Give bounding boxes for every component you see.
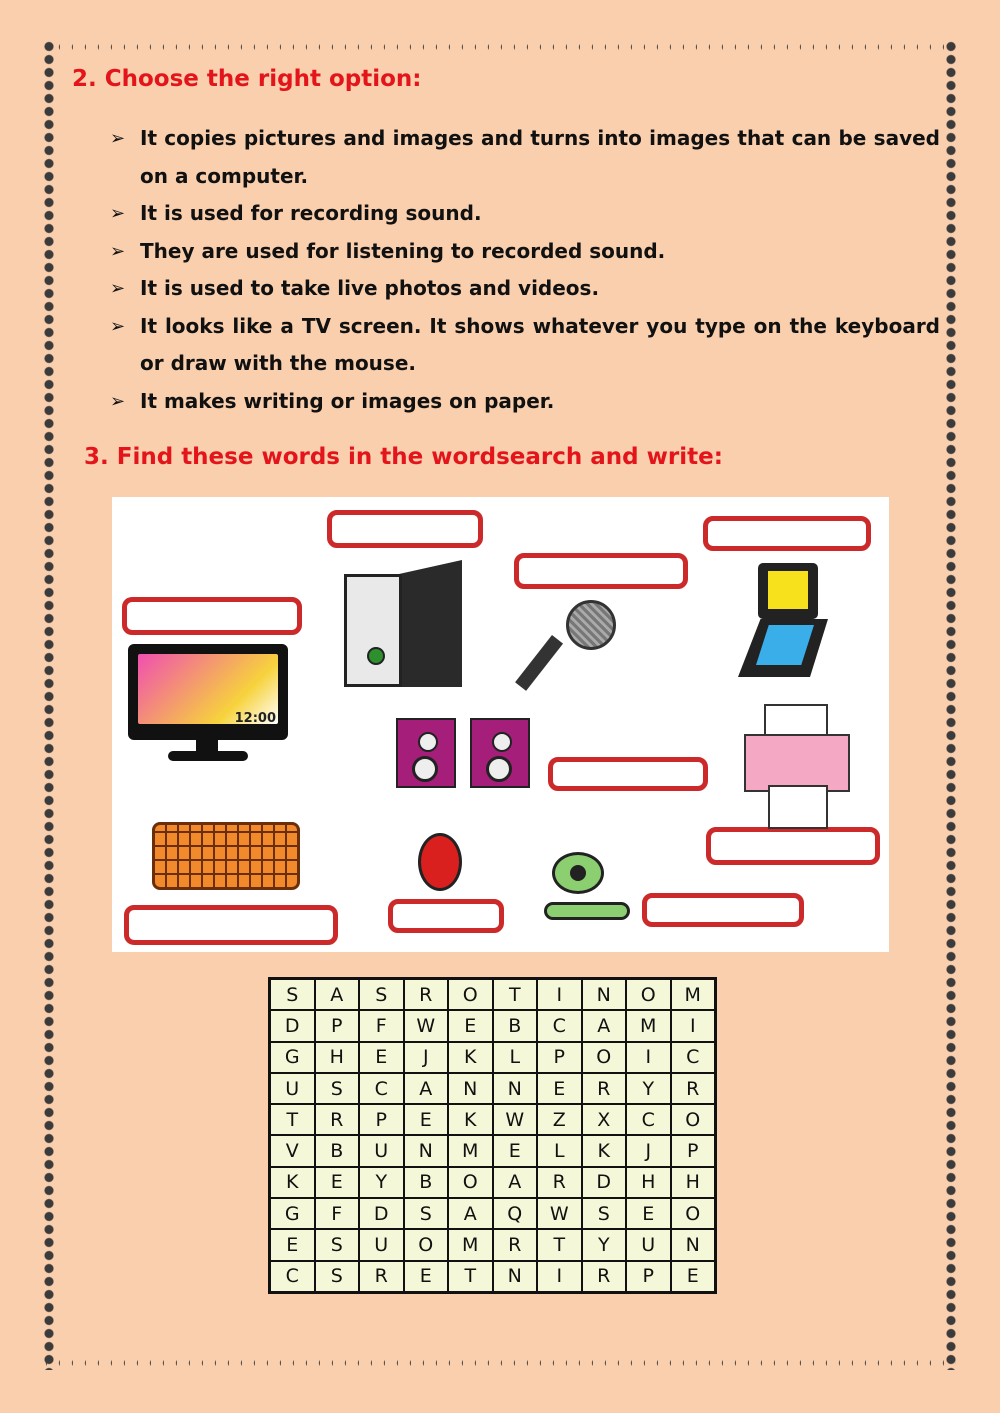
wordsearch-cell[interactable]: U xyxy=(359,1229,404,1260)
wordsearch-cell[interactable]: A xyxy=(493,1167,538,1198)
wordsearch-cell[interactable]: V xyxy=(270,1135,315,1166)
wordsearch-cell[interactable]: A xyxy=(315,979,360,1011)
wordsearch-cell[interactable]: J xyxy=(404,1042,449,1073)
laptop-keyboard-icon xyxy=(738,619,828,677)
decorative-border-bottom xyxy=(44,1356,956,1370)
wordsearch-row xyxy=(270,1104,716,1135)
wordsearch-cell[interactable]: N xyxy=(671,1229,716,1260)
wordsearch-cell[interactable]: S xyxy=(582,1198,627,1229)
decorative-border-top xyxy=(44,40,956,54)
decorative-border-right xyxy=(944,40,958,1370)
wordsearch-cell[interactable]: O xyxy=(448,1167,493,1198)
wordsearch-cell[interactable]: K xyxy=(448,1104,493,1135)
wordsearch-cell[interactable]: R xyxy=(582,1073,627,1104)
wordsearch-cell[interactable]: B xyxy=(404,1167,449,1198)
wordsearch-cell[interactable]: T xyxy=(493,979,538,1011)
wordsearch-cell[interactable]: B xyxy=(493,1010,538,1041)
mouse-icon xyxy=(418,833,462,891)
wordsearch-cell[interactable]: E xyxy=(270,1229,315,1260)
wordsearch-cell[interactable]: C xyxy=(537,1010,582,1041)
cpu-tower-icon xyxy=(344,560,462,687)
wordsearch-cell[interactable]: R xyxy=(359,1261,404,1293)
wordsearch-cell[interactable]: O xyxy=(626,979,671,1011)
wordsearch-cell[interactable]: U xyxy=(359,1135,404,1166)
wordsearch-grid xyxy=(268,977,717,1294)
speaker-left-icon xyxy=(396,718,456,788)
wordsearch-cell[interactable]: R xyxy=(315,1104,360,1135)
answer-box-webcam[interactable] xyxy=(642,893,804,927)
wordsearch-row xyxy=(270,1229,716,1260)
arrow-bullet-icon: ➢ xyxy=(110,390,126,412)
printer-output-icon xyxy=(768,785,828,829)
wordsearch-cell[interactable]: M xyxy=(448,1229,493,1260)
wordsearch-cell[interactable]: O xyxy=(582,1042,627,1073)
wordsearch-cell[interactable]: W xyxy=(493,1104,538,1135)
wordsearch-cell[interactable]: H xyxy=(315,1042,360,1073)
arrow-bullet-icon: ➢ xyxy=(110,203,126,224)
wordsearch-cell[interactable]: H xyxy=(626,1167,671,1198)
wordsearch-cell[interactable]: E xyxy=(671,1261,716,1293)
wordsearch-cell[interactable]: D xyxy=(270,1010,315,1041)
wordsearch-cell[interactable]: S xyxy=(359,979,404,1011)
option-item xyxy=(110,120,940,195)
option-item xyxy=(110,308,940,383)
wordsearch-cell[interactable]: M xyxy=(448,1135,493,1166)
webcam-icon xyxy=(552,852,604,894)
wordsearch-cell[interactable]: G xyxy=(270,1042,315,1073)
wordsearch-cell[interactable]: T xyxy=(537,1229,582,1260)
options-list xyxy=(110,120,940,420)
wordsearch-row xyxy=(270,1010,716,1041)
wordsearch-cell[interactable]: C xyxy=(626,1104,671,1135)
wordsearch-row xyxy=(270,1135,716,1166)
wordsearch-cell[interactable]: N xyxy=(404,1135,449,1166)
printer-paper-tray-icon xyxy=(764,704,828,736)
wordsearch-row xyxy=(270,979,716,1011)
keyboard-icon xyxy=(152,822,300,890)
wordsearch-cell[interactable]: X xyxy=(582,1104,627,1135)
wordsearch-cell[interactable]: R xyxy=(671,1073,716,1104)
option-text: It makes writing or images on paper. xyxy=(140,388,555,413)
wordsearch-cell[interactable]: I xyxy=(537,1261,582,1293)
wordsearch-cell[interactable]: N xyxy=(493,1073,538,1104)
answer-box-mouse[interactable] xyxy=(388,899,504,933)
wordsearch-cell[interactable]: P xyxy=(671,1135,716,1166)
wordsearch-cell[interactable]: S xyxy=(315,1073,360,1104)
wordsearch-cell[interactable]: K xyxy=(270,1167,315,1198)
wordsearch-cell[interactable]: T xyxy=(270,1104,315,1135)
wordsearch-cell[interactable]: O xyxy=(448,979,493,1011)
wordsearch-cell[interactable]: O xyxy=(671,1198,716,1229)
wordsearch-cell[interactable]: M xyxy=(671,979,716,1011)
laptop-icon xyxy=(758,563,818,619)
wordsearch-cell[interactable]: Z xyxy=(537,1104,582,1135)
wordsearch-cell[interactable]: C xyxy=(671,1042,716,1073)
microphone-icon xyxy=(566,600,616,650)
wordsearch-cell[interactable]: E xyxy=(315,1167,360,1198)
wordsearch-cell[interactable]: A xyxy=(404,1073,449,1104)
option-item xyxy=(110,195,940,233)
answer-box-cpu[interactable] xyxy=(327,510,483,548)
wordsearch-cell[interactable]: L xyxy=(493,1042,538,1073)
answer-box-keyboard[interactable] xyxy=(124,905,338,945)
section-3-heading: 3. Find these words in the wordsearch and write: xyxy=(84,444,723,470)
answer-box-microphone[interactable] xyxy=(514,553,688,589)
wordsearch-cell[interactable]: R xyxy=(493,1229,538,1260)
option-item xyxy=(110,270,940,308)
wordsearch-cell[interactable]: R xyxy=(537,1167,582,1198)
wordsearch-cell[interactable]: Y xyxy=(359,1167,404,1198)
wordsearch-cell[interactable]: O xyxy=(671,1104,716,1135)
wordsearch-cell[interactable]: I xyxy=(626,1042,671,1073)
option-text: They are used for listening to recorded sound. xyxy=(140,238,666,263)
wordsearch-cell[interactable]: Y xyxy=(626,1073,671,1104)
answer-box-speakers[interactable] xyxy=(548,757,708,791)
answer-box-printer[interactable] xyxy=(706,827,880,865)
option-text: It looks like a TV screen. It shows whatever you type on the keyboard or draw with the mouse. xyxy=(140,313,940,375)
wordsearch-cell[interactable]: I xyxy=(537,979,582,1011)
wordsearch-cell[interactable]: J xyxy=(626,1135,671,1166)
wordsearch-cell[interactable]: E xyxy=(359,1042,404,1073)
wordsearch-cell[interactable]: S xyxy=(315,1261,360,1293)
wordsearch-cell[interactable]: Y xyxy=(582,1229,627,1260)
answer-box-laptop[interactable] xyxy=(703,516,871,551)
wordsearch-cell[interactable]: N xyxy=(448,1073,493,1104)
wordsearch-cell[interactable]: P xyxy=(315,1010,360,1041)
arrow-bullet-icon: ➢ xyxy=(110,278,126,299)
wordsearch-cell[interactable]: I xyxy=(671,1010,716,1041)
answer-box-monitor[interactable] xyxy=(122,597,302,635)
section-2-heading: 2. Choose the right option: xyxy=(72,66,422,92)
wordsearch-row xyxy=(270,1042,716,1073)
wordsearch-cell[interactable]: S xyxy=(270,979,315,1011)
wordsearch-cell[interactable]: D xyxy=(359,1198,404,1229)
decorative-border-left xyxy=(42,40,56,1370)
wordsearch-row xyxy=(270,1261,716,1293)
wordsearch-cell[interactable]: K xyxy=(582,1135,627,1166)
wordsearch-cell[interactable]: A xyxy=(448,1198,493,1229)
wordsearch-cell[interactable]: E xyxy=(493,1135,538,1166)
arrow-bullet-icon: ➢ xyxy=(110,240,126,262)
monitor-base-icon xyxy=(168,751,248,761)
speaker-right-icon xyxy=(470,718,530,788)
wordsearch-cell[interactable]: C xyxy=(359,1073,404,1104)
wordsearch-cell[interactable]: F xyxy=(359,1010,404,1041)
wordsearch-cell[interactable]: E xyxy=(537,1073,582,1104)
wordsearch-row xyxy=(270,1198,716,1229)
wordsearch-cell[interactable]: H xyxy=(671,1167,716,1198)
option-item xyxy=(110,383,940,421)
option-item xyxy=(110,233,940,271)
wordsearch-cell[interactable]: W xyxy=(537,1198,582,1229)
wordsearch-cell[interactable]: F xyxy=(315,1198,360,1229)
wordsearch-cell[interactable]: P xyxy=(537,1042,582,1073)
wordsearch-cell[interactable]: P xyxy=(626,1261,671,1293)
wordsearch-cell[interactable]: G xyxy=(270,1198,315,1229)
option-text: It is used for recording sound. xyxy=(140,201,482,225)
wordsearch-cell[interactable]: Q xyxy=(493,1198,538,1229)
option-text: It is used to take live photos and videos. xyxy=(140,276,600,300)
wordsearch-cell[interactable]: W xyxy=(404,1010,449,1041)
wordsearch-cell[interactable]: E xyxy=(448,1010,493,1041)
wordsearch-cell[interactable]: N xyxy=(493,1261,538,1293)
arrow-bullet-icon: ➢ xyxy=(110,128,126,149)
wordsearch-cell[interactable]: L xyxy=(537,1135,582,1166)
wordsearch-row xyxy=(270,1167,716,1198)
wordsearch-cell[interactable]: B xyxy=(315,1135,360,1166)
wordsearch-cell[interactable]: S xyxy=(404,1198,449,1229)
wordsearch-cell[interactable]: E xyxy=(404,1104,449,1135)
wordsearch-cell[interactable]: N xyxy=(582,979,627,1011)
devices-picture xyxy=(112,497,889,952)
wordsearch-cell[interactable]: R xyxy=(404,979,449,1011)
wordsearch-cell[interactable]: P xyxy=(359,1104,404,1135)
wordsearch-cell[interactable]: E xyxy=(626,1198,671,1229)
wordsearch-cell[interactable]: K xyxy=(448,1042,493,1073)
wordsearch-cell[interactable]: S xyxy=(315,1229,360,1260)
wordsearch-cell[interactable]: E xyxy=(404,1261,449,1293)
wordsearch-cell[interactable]: U xyxy=(270,1073,315,1104)
wordsearch-cell[interactable]: C xyxy=(270,1261,315,1293)
webcam-base-icon xyxy=(544,902,630,920)
arrow-bullet-icon: ➢ xyxy=(110,315,126,337)
monitor-clock: 12:00 xyxy=(234,711,276,726)
wordsearch-cell[interactable]: U xyxy=(626,1229,671,1260)
wordsearch-cell[interactable]: T xyxy=(448,1261,493,1293)
wordsearch-cell[interactable]: A xyxy=(582,1010,627,1041)
monitor-icon xyxy=(128,644,288,740)
wordsearch-cell[interactable]: M xyxy=(626,1010,671,1041)
wordsearch-cell[interactable]: D xyxy=(582,1167,627,1198)
wordsearch-cell[interactable]: R xyxy=(582,1261,627,1293)
option-text: It copies pictures and images and turns into images that can be saved on a computer. xyxy=(140,126,940,188)
wordsearch-row xyxy=(270,1073,716,1104)
printer-icon xyxy=(744,734,850,792)
wordsearch-cell[interactable]: O xyxy=(404,1229,449,1260)
microphone-handle-icon xyxy=(515,635,563,691)
